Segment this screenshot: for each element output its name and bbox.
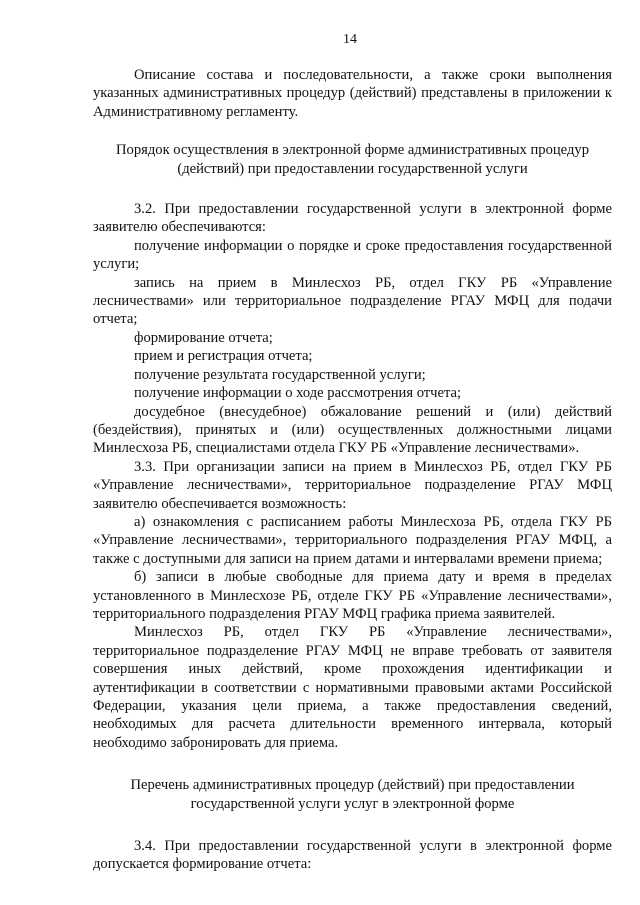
paragraph-procedures-description: Описание состава и последовательности, а также сроки выполнения указанных административных процедур (действий) представлены в приложении к Административному регламенту. <box>93 67 612 120</box>
document-body <box>93 66 612 874</box>
list-item-3-3-b: б) записи в любые свободные для приема дату и время в пределах установленного в Минлесхозе РБ, отделе ГКУ РБ «Управление лесничествами», территориального подразделения РГАУ МФЦ графика приема заявителей. <box>93 569 612 622</box>
section-heading-electronic-procedures: Порядок осуществления в электронной форме административных процедур (действий) при предоставлении государственной услуги <box>116 142 589 177</box>
paragraph-3-3-restrictions: Минлесхоз РБ, отдел ГКУ РБ «Управление лесничествами», территориальное подразделение РГАУ МФЦ не вправе требовать от заявителя совершения иных действий, кроме прохождения идентификации и аутентификации в соответствии с нормативными правовыми актами Российской Федерации, указания цели приема, а также предоставления сведений, необходимых для расчета длительности временного интервала, который необходимо забронировать для приема. <box>93 624 612 751</box>
list-item-3-2-report-forming: формирование отчета; <box>134 329 273 346</box>
list-item-3-3-a: а) ознакомления с расписанием работы Минлесхоза РБ, отдела ГКУ РБ «Управление лесничествами», территориального подразделения РГАУ МФЦ, а также с доступными для записи на прием датами и интервалами времени приема; <box>93 513 612 567</box>
paragraph-3-2: 3.2. При предоставлении государственной услуги в электронной форме заявителю обеспечиваются: <box>93 201 612 236</box>
paragraph-3-3: 3.3. При организации записи на прием в Минлесхоз РБ, отдел ГКУ РБ «Управление лесничествами», территориальное подразделение РГАУ МФЦ заявителю обеспечивается возможность: <box>93 458 612 512</box>
section-heading-procedure-list: Перечень административных процедур (действий) при предоставлении государственной услуги услуг в электронной форме <box>130 777 575 812</box>
list-item-3-2-progress-info: получение информации о ходе рассмотрения отчета; <box>134 385 462 402</box>
list-item-3-2-result: получение результата государственной услуги; <box>134 366 426 383</box>
list-item-3-2-info: получение информации о порядке и сроке предоставления государственной услуги; <box>93 237 612 273</box>
list-item-3-2-appointment: запись на прием в Минлесхоз РБ, отдел ГКУ РБ «Управление лесничествами» или территориальное подразделение РГАУ МФЦ для подачи отчета; <box>93 274 612 328</box>
list-item-3-2-appeal: досудебное (внесудебное) обжалование решений и (или) действий (бездействия), принятых и (или) осуществленных должностными лицами Минлесхоза РБ, специалистами отдела ГКУ РБ «Управление лесничествами». <box>93 403 612 457</box>
paragraph-3-4: 3.4. При предоставлении государственной услуги в электронной форме допускается формирование отчета: <box>93 838 612 873</box>
list-item-3-2-report-registration: прием и регистрация отчета; <box>134 348 313 365</box>
page-number: 14 <box>343 32 357 47</box>
